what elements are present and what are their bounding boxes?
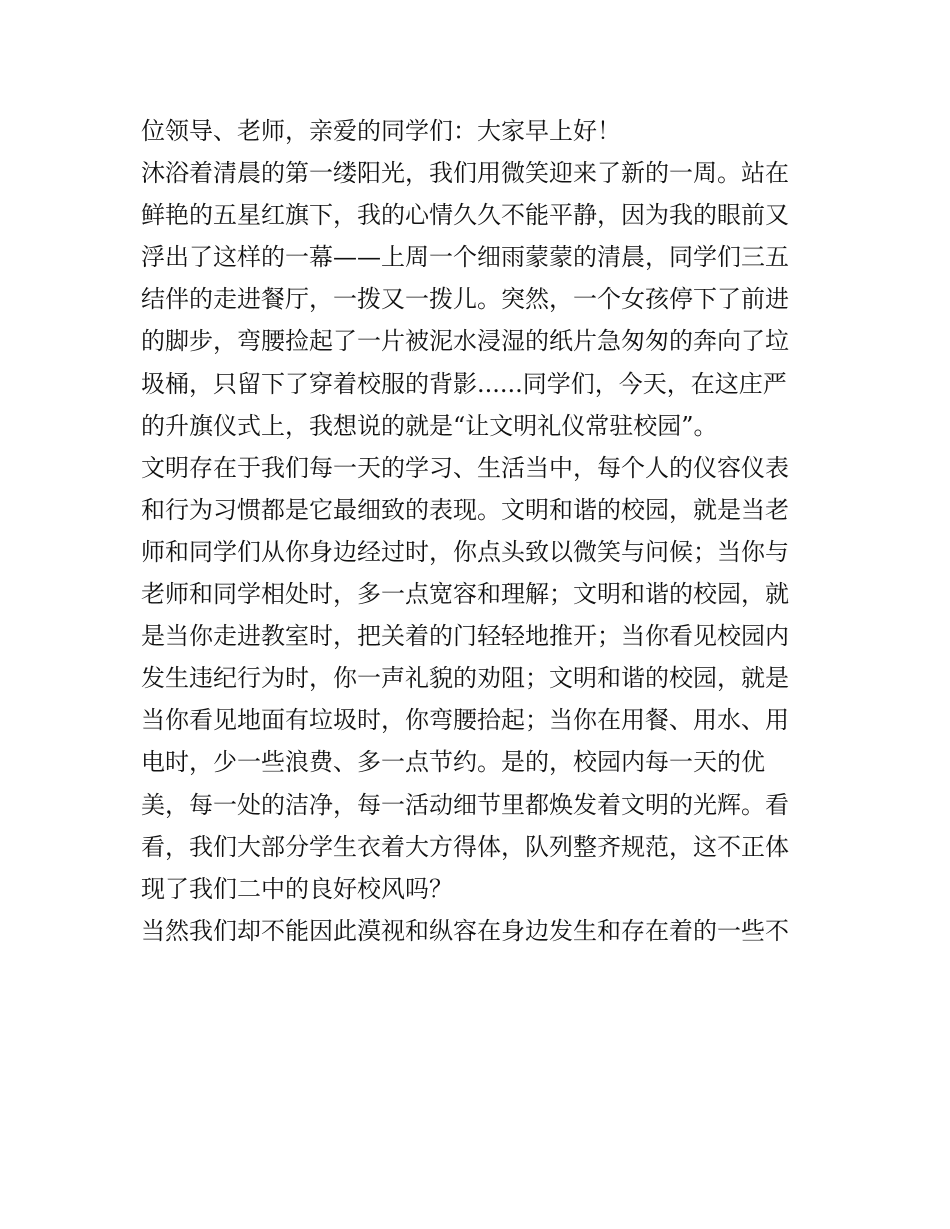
text-line: 老师和同学相处时，多一点宽容和理解；文明和谐的校园，就 [141, 580, 789, 609]
text-line: 师和同学们从你身边经过时，你点头致以微笑与问候；当你与 [141, 537, 789, 566]
text-line: 文明存在于我们每一天的学习、生活当中，每个人的仪容仪表 [141, 453, 789, 482]
text-line: 电时，少一些浪费、多一点节约。是的，校园内每一天的优 [141, 748, 765, 777]
text-line: 现了我们二中的良好校风吗？ [141, 874, 453, 903]
text-line: 沐浴着清晨的第一缕阳光，我们用微笑迎来了新的一周。站在 [141, 159, 789, 188]
text-line: 是当你走进教室时，把关着的门轻轻地推开；当你看见校园内 [141, 622, 789, 651]
text-line: 浮出了这样的一幕——上周一个细雨蒙蒙的清晨，同学们三五 [141, 243, 789, 272]
text-line: 鲜艳的五星红旗下，我的心情久久不能平静，因为我的眼前又 [141, 201, 789, 230]
text-line: 当然我们却不能因此漠视和纵容在身边发生和存在着的一些不 [141, 916, 789, 945]
text-line: 美，每一处的洁净，每一活动细节里都焕发着文明的光辉。看 [141, 790, 789, 819]
text-line: 发生违纪行为时，你一声礼貌的劝阻；文明和谐的校园，就是 [141, 664, 789, 693]
text-line: 和行为习惯都是它最细致的表现。文明和谐的校园，就是当老 [141, 495, 789, 524]
text-line: 看，我们大部分学生衣着大方得体，队列整齐规范，这不正体 [141, 832, 789, 861]
text-line: 当你看见地面有垃圾时，你弯腰拾起；当你在用餐、用水、用 [141, 706, 789, 735]
text-line: 圾桶，只留下了穿着校服的背影......同学们，今天，在这庄严 [141, 369, 787, 398]
text-line: 的升旗仪式上，我想说的就是“让文明礼仪常驻校园”。 [141, 411, 718, 440]
speech-text [141, 110, 821, 952]
text-line: 的脚步，弯腰捡起了一片被泥水浸湿的纸片急匆匆的奔向了垃 [141, 327, 789, 356]
text-line: 结伴的走进餐厅，一拨又一拨儿。突然，一个女孩停下了前进 [141, 285, 789, 314]
text-line: 位领导、老师，亲爱的同学们：大家早上好！ [141, 117, 621, 145]
